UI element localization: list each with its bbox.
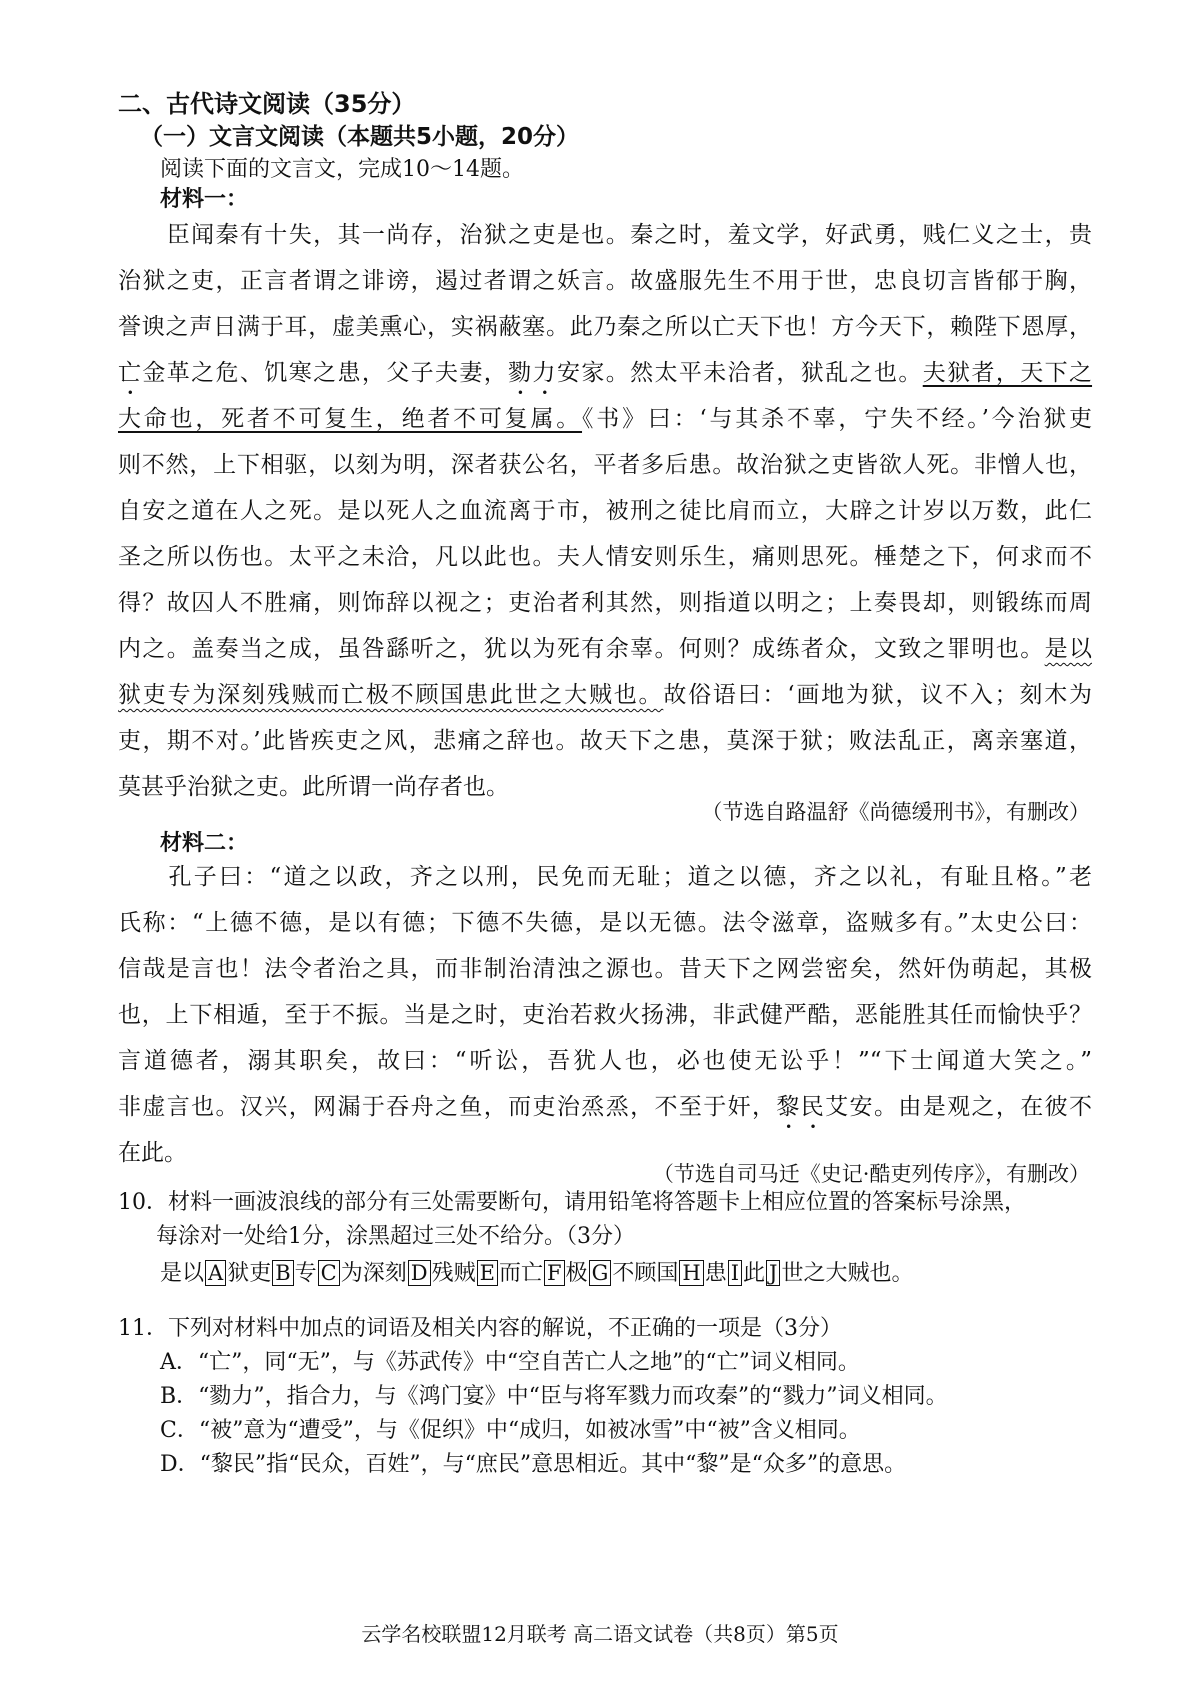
option-d[interactable]: D．“黎民”指“民众，百姓”，与“庶民”意思相近。其中“黎”是“众多”的意思。 bbox=[160, 1452, 907, 1477]
passage-line: 得？故囚人不胜痛，则饰辞以视之；吏治者利其然，则指道以明之；上奏畏却，则锻练而周 bbox=[118, 590, 1092, 616]
question-11-options bbox=[160, 1346, 948, 1482]
subsection-title: （一）文言文阅读（本题共5小题，20分） bbox=[140, 124, 580, 150]
dotted-word-limin: 黎民 bbox=[776, 1094, 826, 1120]
option-b[interactable]: B．“勠力”，指合力，与《鸿门宴》中“臣与将军戮力而攻秦”的“戮力”词义相同。 bbox=[160, 1384, 948, 1409]
segment-text: 为深刻 bbox=[340, 1261, 407, 1286]
material2-label: 材料二： bbox=[160, 831, 249, 856]
answer-box-i[interactable]: I bbox=[728, 1260, 742, 1286]
wavy-underlined-text: 是以 bbox=[1044, 636, 1093, 662]
answer-box-e[interactable]: E bbox=[477, 1260, 498, 1286]
passage-text: 故俗语曰：‘画地为狱，议不入；刻木为 bbox=[663, 682, 1093, 708]
dotted-word-wang: 亡 bbox=[118, 360, 143, 386]
passage-line-11 bbox=[118, 672, 1092, 718]
passage-text: 自安之道在人之死。是以死人之血流离于市，被刑之徒比肩而立，大辟之计岁以万数，此仁 bbox=[118, 498, 1092, 524]
dotted-word-luli: 勠力 bbox=[508, 360, 557, 386]
passage-line: 则不然，上下相驱，以刻为明，深者获公名，平者多后患。故治狱之吏皆欲人死。非憎人也， bbox=[118, 452, 1092, 478]
passage-line: 孔子曰：“道之以政，齐之以刑，民免而无耻；道之以德，齐之以礼，有耻且格。”老 bbox=[118, 864, 1092, 890]
segment-text: 专 bbox=[294, 1261, 317, 1286]
question-11-stem: 11．下列对材料中加点的词语及相关内容的解说，不正确的一项是（3分） bbox=[118, 1316, 842, 1341]
segment-text: 世之大贼也。 bbox=[781, 1261, 914, 1286]
underlined-sentence: 大命也，死者不可复生，绝者不可复属。 bbox=[118, 406, 583, 432]
answer-box-c[interactable]: C bbox=[318, 1260, 340, 1286]
passage-line-5 bbox=[118, 396, 1092, 442]
passage-line: 臣闻秦有十失，其一尚存，治狱之吏是也。秦之时，羞文学，好武勇，贱仁义之士，贵 bbox=[118, 222, 1092, 248]
passage-line: 氏称：“上德不德，是以有德；下德不失德，是以无德。法令滋章，盗贼多有。”太史公曰： bbox=[118, 910, 1092, 936]
passage-line: 治狱之吏，正言者谓之诽谤，遏过者谓之妖言。故盛服先生不用于世，忠良切言皆郁于胸， bbox=[118, 268, 1092, 294]
question-10-scoring: 每涂对一处给1分，涂黑超过三处不给分。（3分） bbox=[156, 1224, 635, 1249]
segment-text: 是以 bbox=[160, 1261, 205, 1286]
option-a[interactable]: A．“亡”，同“无”，与《苏武传》中“空自苦亡人之地”的“亡”词义相同。 bbox=[160, 1350, 860, 1375]
answer-box-d[interactable]: D bbox=[408, 1260, 431, 1286]
passage-text: 安家。然太平未洽者，狱乱之也。 bbox=[556, 360, 923, 386]
passage-line-4 bbox=[118, 350, 1092, 396]
question-10-segments bbox=[160, 1256, 913, 1287]
passage-line-10 bbox=[118, 626, 1092, 672]
passage-line: 言道德者，溺其职矣，故曰：“听讼，吾犹人也，必也使无讼乎！”“下士闻道大笑之。” bbox=[118, 1048, 1092, 1074]
answer-box-g[interactable]: G bbox=[589, 1260, 612, 1286]
option-c[interactable]: C．“被”意为“遭受”，与《促织》中“成归，如被冰雪”中“被”含义相同。 bbox=[160, 1418, 861, 1443]
passage-line: 也，上下相遁，至于不振。当是之时，吏治若救火扬沸，非武健严酷，恶能胜其任而愉快乎？ bbox=[118, 1002, 1092, 1028]
wavy-underlined-text: 狱吏专为深刻残贼而亡极不顾国患此世之大贼也。 bbox=[118, 682, 664, 708]
answer-box-h[interactable]: H bbox=[679, 1260, 703, 1286]
page-footer: 云学名校联盟12月联考 高二语文试卷（共8页）第5页 bbox=[361, 1622, 839, 1646]
passage-text: 艾安。由是观之，在彼不 bbox=[825, 1094, 1093, 1120]
passage-line: 在此。 bbox=[118, 1140, 187, 1166]
passage-line-6 bbox=[118, 1084, 1092, 1130]
segment-text: 狱吏 bbox=[227, 1261, 272, 1286]
passage-line: 圣之所以伤也。太平之未洽，凡以此也。夫人情安则乐生，痛则思死。棰楚之下，何求而不 bbox=[118, 544, 1092, 570]
section-title: 二、古代诗文阅读（35分） bbox=[118, 90, 416, 118]
material1-source: （节选自路温舒《尚德缓刑书》，有删改） bbox=[701, 800, 1090, 824]
passage-line bbox=[118, 488, 1092, 534]
question-10-stem: 10．材料一画波浪线的部分有三处需要断句，请用铅笔将答题卡上相应位置的答案标号涂黑， bbox=[118, 1190, 1026, 1215]
material1-passage bbox=[118, 212, 1092, 810]
answer-box-j[interactable]: J bbox=[766, 1260, 780, 1286]
answer-box-f[interactable]: F bbox=[544, 1260, 565, 1286]
segment-text: 而亡 bbox=[498, 1261, 543, 1286]
underlined-sentence: 夫狱者，天下之 bbox=[922, 360, 1093, 386]
segment-text: 不顾国 bbox=[612, 1261, 679, 1286]
passage-line: 誉谀之声日满于耳，虚美熏心，实祸蔽塞。此乃秦之所以亡天下也！方今天下，赖陛下恩厚， bbox=[118, 314, 1092, 340]
instruction: 阅读下面的文言文，完成10～14题。 bbox=[160, 157, 524, 182]
passage-text: 《书》曰：‘与其杀不辜，宁失不经。’今治狱吏 bbox=[582, 406, 1093, 432]
material2-passage bbox=[118, 854, 1092, 1176]
answer-box-b[interactable]: B bbox=[272, 1260, 293, 1286]
passage-line: 莫甚乎治狱之吏。此所谓一尚存者也。 bbox=[118, 774, 509, 800]
passage-text: 内之。盖奏当之成，虽咎繇听之，犹以为死有余辜。何则？成练者众，文致之罪明也。 bbox=[118, 636, 1045, 662]
question-10 bbox=[118, 1186, 1098, 1254]
segment-text: 此 bbox=[743, 1261, 766, 1286]
segment-text: 极 bbox=[565, 1261, 588, 1286]
segment-text: 患 bbox=[704, 1261, 727, 1286]
passage-line: 吏，期不对。’此皆疾吏之风，悲痛之辞也。故天下之患，莫深于狱；败法乱正，离亲塞道， bbox=[118, 728, 1092, 754]
material1-label: 材料一： bbox=[160, 187, 249, 212]
material2-source: （节选自司马迁《史记·酷吏列传序》，有删改） bbox=[652, 1162, 1090, 1186]
passage-line: 信哉是言也！法令者治之具，而非制治清浊之源也。昔天下之网尝密矣，然奸伪萌起，其极 bbox=[118, 956, 1092, 982]
passage-text: 金革之危、饥寒之患，父子夫妻， bbox=[142, 360, 509, 386]
answer-box-a[interactable]: A bbox=[205, 1260, 226, 1286]
segment-text: 残贼 bbox=[431, 1261, 476, 1286]
passage-text: 非虚言也。汉兴，网漏于吞舟之鱼，而吏治烝烝，不至于奸， bbox=[118, 1094, 777, 1120]
